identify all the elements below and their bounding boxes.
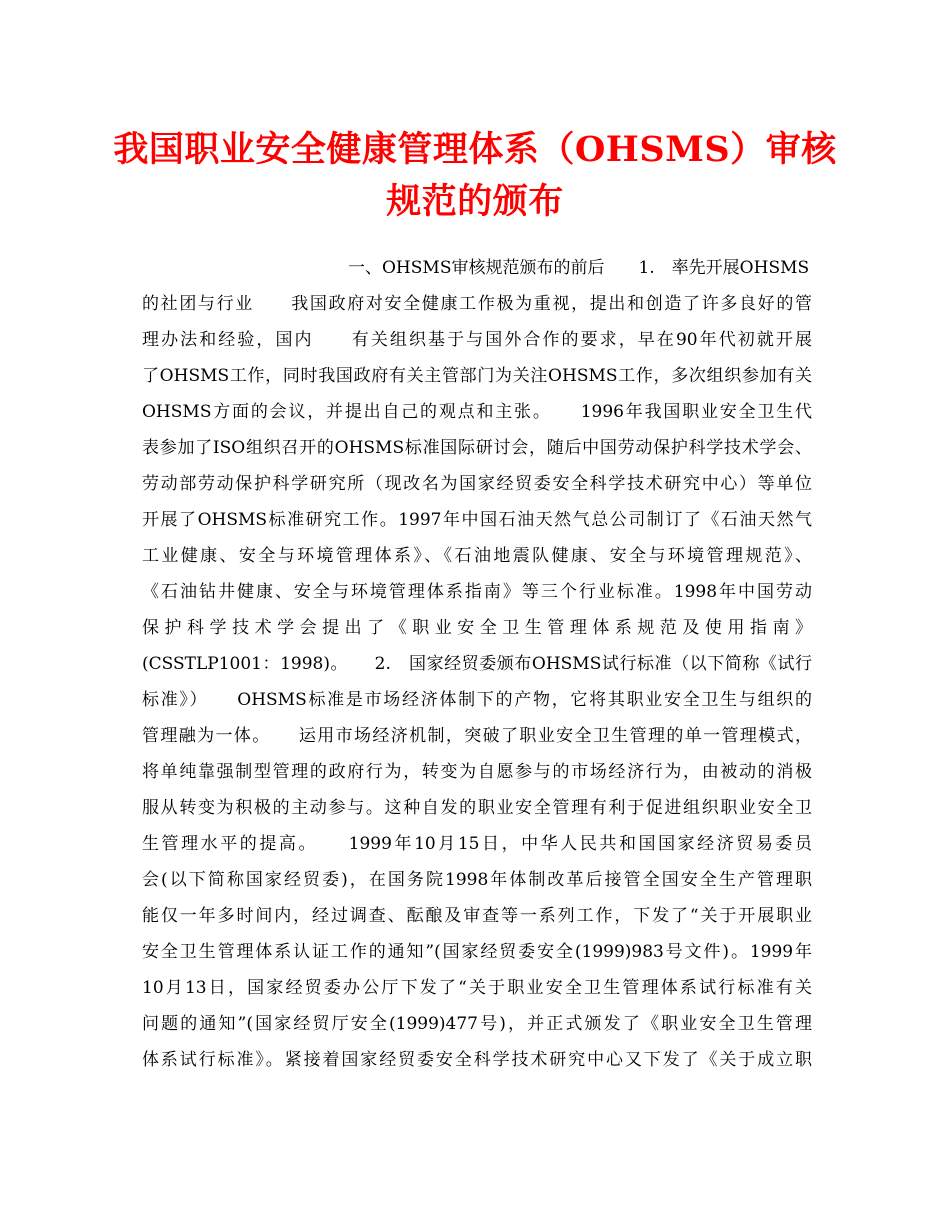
body-line: 能仅一年多时间内，经过调查、酝酿及审查等一系列工作，下发了“关于开展职业 — [142, 906, 812, 926]
body-line: 问题的通知”(国家经贸厅安全(1999)477号)，并正式颁发了《职业安全卫生管理 — [142, 1014, 812, 1034]
body-line: 体系试行标准》。紧接着国家经贸委安全科学技术研究中心又下发了《关于成立职 — [142, 1050, 812, 1070]
body-line: 劳动部劳动保护科学研究所（现改名为国家经贸委安全科学技术研究中心）等单位 — [142, 474, 812, 494]
body-line: 服从转变为积极的主动参与。这种自发的职业安全管理有利于促进组织职业安全卫 — [142, 798, 812, 818]
body-line: 的社团与行业 我国政府对安全健康工作极为重视，提出和创造了许多良好的管 — [142, 294, 812, 314]
body-line: (CSSTLP1001：1998)。 2. 国家经贸委颁布OHSMS试行标准（以下简称《试行 — [142, 654, 812, 674]
body-line: 10月13日，国家经贸委办公厅下发了“关于职业安全卫生管理体系试行标准有关 — [142, 978, 812, 998]
body-line: 会(以下简称国家经贸委)，在国务院1998年体制改革后接管全国安全生产管理职 — [142, 870, 812, 890]
body-line: 工业健康、安全与环境管理体系》、《石油地震队健康、安全与环境管理规范》、 — [142, 546, 812, 566]
body-line: 保护科学技术学会提出了《职业安全卫生管理体系规范及使用指南》 — [142, 618, 812, 638]
body-line: 开展了OHSMS标准研究工作。1997年中国石油天然气总公司制订了《石油天然气 — [142, 510, 812, 530]
body-line: 将单纯靠强制型管理的政府行为，转变为自愿参与的市场经济行为，由被动的消极 — [142, 762, 812, 782]
body-line: 了OHSMS工作，同时我国政府有关主管部门为关注OHSMS工作，多次组织参加有关 — [142, 366, 812, 386]
body-line: 管理融为一体。 运用市场经济机制，突破了职业安全卫生管理的单一管理模式， — [142, 726, 812, 746]
document-body — [142, 0, 812, 1230]
document-title: 我国职业安全健康管理体系（OHSMS）审核规范的颁布 — [113, 129, 837, 222]
body-line: 安全卫生管理体系认证工作的通知”(国家经贸委安全(1999)983号文件)。1999年 — [142, 942, 812, 962]
body-line: 生管理水平的提高。 1999年10月15日，中华人民共和国国家经济贸易委员 — [142, 834, 812, 854]
body-line: 理办法和经验，国内 有关组织基于与国外合作的要求，早在90年代初就开展 — [142, 330, 812, 350]
body-line: 表参加了ISO组织召开的OHSMS标准国际研讨会，随后中国劳动保护科学技术学会、 — [142, 438, 812, 458]
body-line: 标准》） OHSMS标准是市场经济体制下的产物，它将其职业安全卫生与组织的 — [142, 690, 812, 710]
body-line: OHSMS方面的会议，并提出自己的观点和主张。 1996年我国职业安全卫生代 — [142, 402, 812, 422]
body-line: 《石油钻井健康、安全与环境管理体系指南》等三个行业标准。1998年中国劳动 — [142, 582, 812, 602]
body-line: 一、OHSMS审核规范颁布的前后 1. 率先开展OHSMS — [348, 258, 810, 278]
